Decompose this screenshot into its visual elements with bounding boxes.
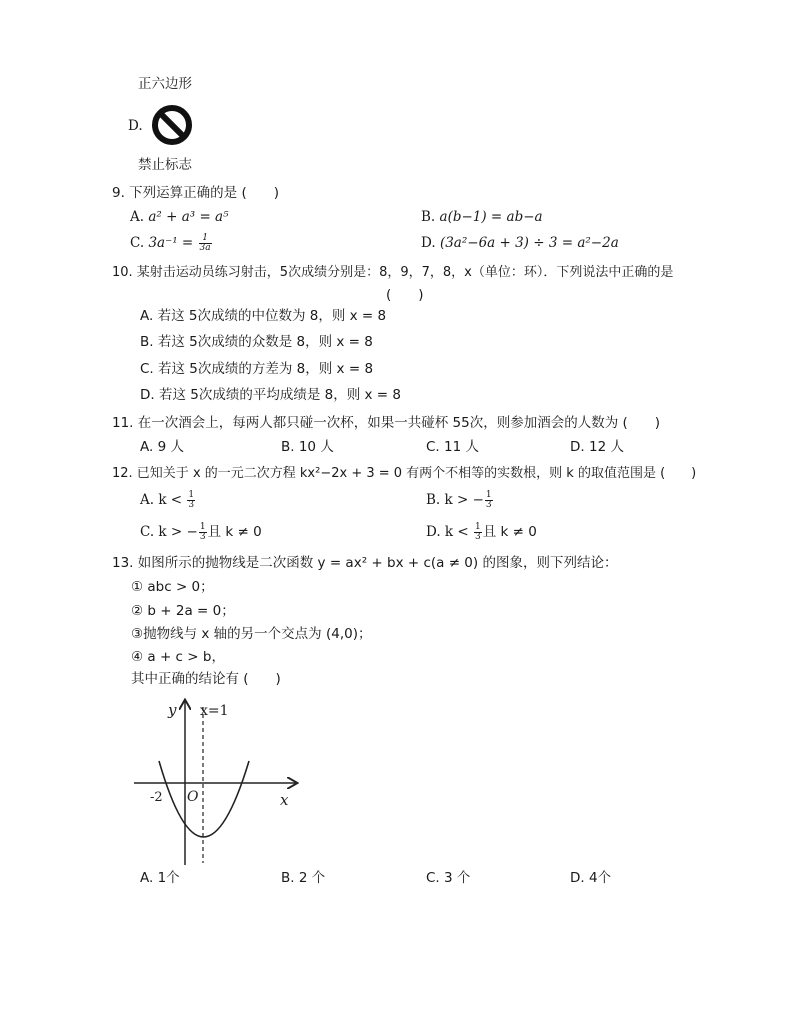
question-12: 12. 已知关于 x 的一元二次方程 kx²−2x + 3 = 0 有两个不相等的实数根，则 k 的取值范围是 ( ) [112,466,697,481]
q10-option-d: D. 若这 5次成绩的平均成绩是 8，则 x = 8 [140,387,402,403]
symmetry-label: x=1 [200,703,229,719]
q12-option-d: D. k < $\frac{1}{3}$ 且 k ≠ 0 [426,522,537,542]
q10-option-a: A. 若这 5次成绩的中位数为 8，则 x = 8 [140,308,387,324]
q12-option-a: A. k < $\frac{1}{3}$ [140,490,195,510]
prohibition-sign-icon [150,103,194,147]
hexagon-label: 正六边形 [138,76,192,92]
q11-option-c: C. 11 人 [426,439,479,455]
parabola-graph [130,695,305,870]
option-d-label: D. [128,118,143,134]
q13-statement-2: ② b + 2a = 0； [131,603,235,619]
q12-option-b: B. k > − $\frac{1}{3}$ [426,490,492,510]
question-9: 9. 下列运算正确的是 ( ) [112,185,279,201]
q11-option-a: A. 9 人 [140,439,184,455]
q12-option-c: C. k > − $\frac{1}{3}$ 且 k ≠ 0 [140,522,262,542]
q10-option-b: B. 若这 5次成绩的众数是 8，则 x = 8 [140,334,373,350]
q10-option-c: C. 若这 5次成绩的方差为 8，则 x = 8 [140,361,374,377]
q9-option-c: C. 3a⁻¹ = $\frac{1}{3a}$ [130,233,211,253]
question-10: 10. 某射击运动员练习射击，5次成绩分别是：8，9，7，8，x（单位：环）．下列说法中正确的是 [112,265,674,280]
x-axis-label: x [280,791,289,809]
q9-option-d: D. (3a²−6a + 3) ÷ 3 = a²−2a [421,235,619,251]
q13-statement-3: ③抛物线与 x 轴的另一个交点为 (4,0)； [131,626,372,642]
q13-option-c: C. 3 个 [426,870,471,886]
question-13: 13. 如图所示的抛物线是二次函数 y = ax² + bx + c(a ≠ 0) 的图象，则下列结论： [112,555,618,571]
q13-statement-4: ④ a + c > b， [131,649,225,665]
y-axis-label: y [168,701,177,719]
q13-option-d: D. 4个 [570,870,612,886]
q13-option-b: B. 2 个 [281,870,326,886]
parabola-curve [159,761,249,837]
neg-two-label: -2 [150,790,163,805]
q9-option-a: A. a² + a³ = a⁵ [130,209,229,225]
prohibition-label: 禁止标志 [138,157,192,173]
origin-label: O [187,789,199,805]
q11-option-b: B. 10 人 [281,439,334,455]
q13-statement-1: ① abc > 0； [131,579,214,595]
q13-option-a: A. 1个 [140,870,180,886]
q11-option-d: D. 12 人 [570,439,624,455]
q13-prompt: 其中正确的结论有 ( ) [131,671,281,687]
question-10-paren: ( ) [386,287,424,303]
q9-option-b: B. a(b−1) = ab−a [421,209,543,225]
question-11: 11. 在一次酒会上，每两人都只碰一次杯，如果一共碰杯 55次，则参加酒会的人数为 ( ) [112,415,661,431]
